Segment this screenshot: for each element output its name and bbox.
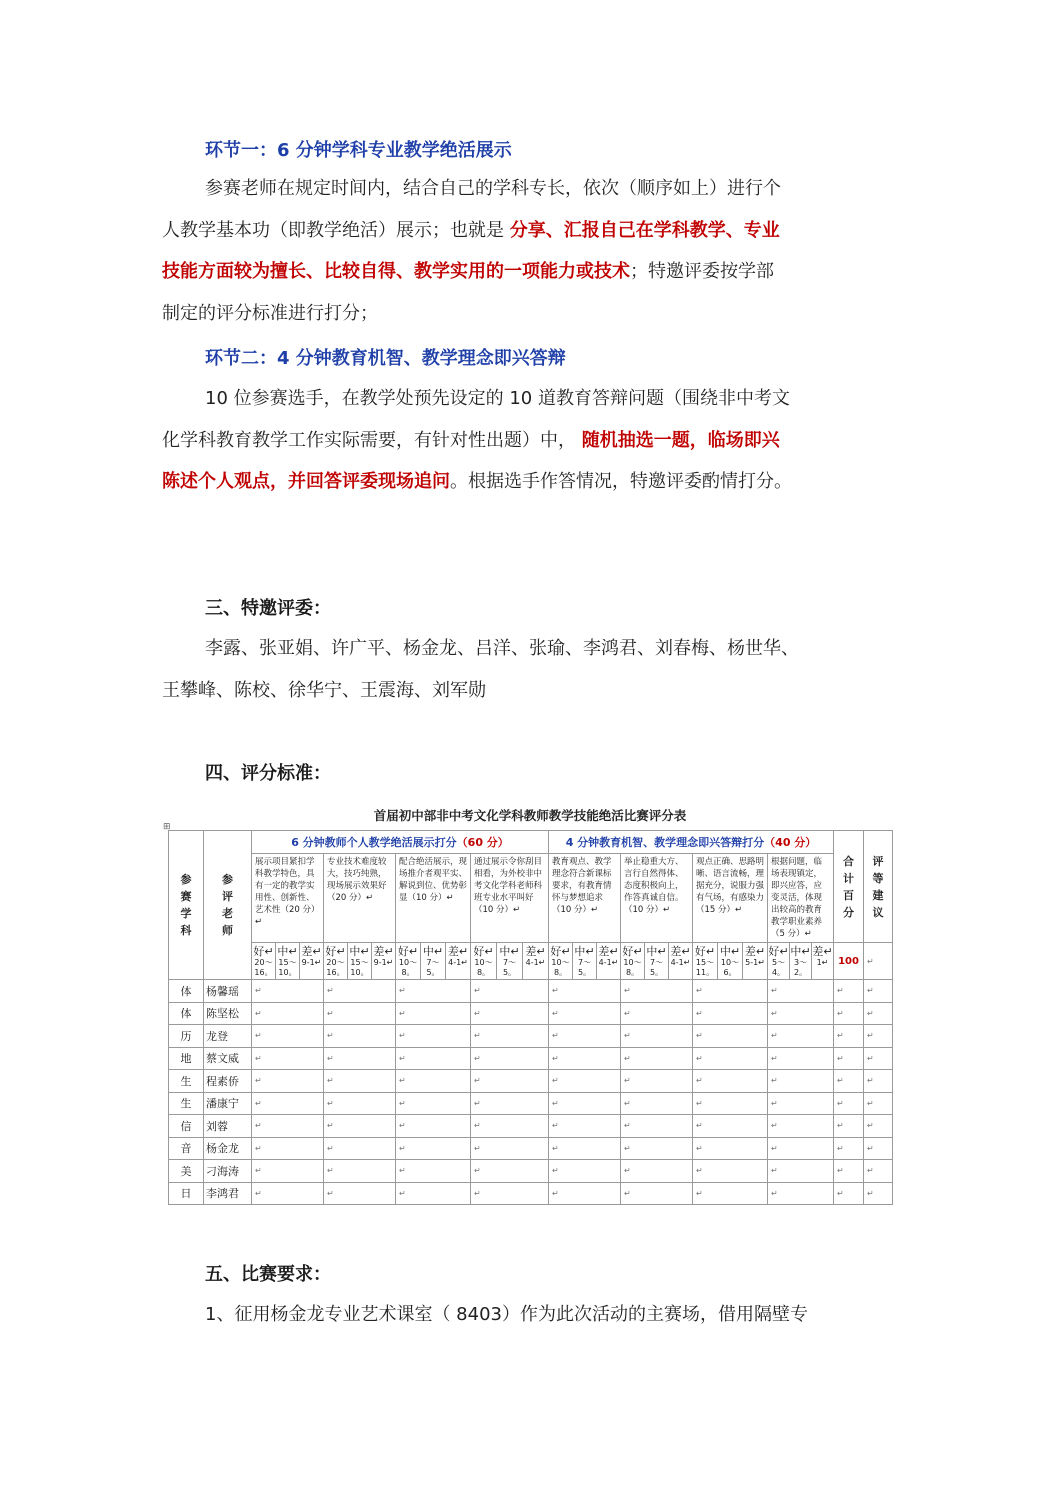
- score-cell[interactable]: ↵: [549, 1182, 621, 1205]
- score-cell[interactable]: ↵: [324, 1070, 396, 1093]
- score-cell[interactable]: ↵: [768, 1070, 834, 1093]
- score-cell[interactable]: ↵: [252, 1092, 324, 1115]
- level-cell: [768, 943, 790, 980]
- level-range: 15～10。: [278, 958, 297, 977]
- level-cell: [790, 943, 812, 980]
- total-cell[interactable]: ↵: [834, 1137, 864, 1160]
- level-cell: [348, 943, 372, 980]
- score-cell[interactable]: ↵: [768, 980, 834, 1003]
- table-row: [169, 980, 893, 1003]
- link2-highlight-1: 随机抽选一题，临场即兴: [581, 429, 780, 451]
- total-cell[interactable]: ↵: [834, 1002, 864, 1025]
- link2-highlight-2: 陈述个人观点，并回答评委现场追问: [162, 471, 450, 492]
- table-row: [169, 1137, 893, 1160]
- level-cell: [693, 943, 718, 980]
- row-teacher: 潘康宁: [204, 1092, 252, 1115]
- level-cell: [621, 943, 645, 980]
- score-cell[interactable]: ↵: [252, 1160, 324, 1183]
- link1-heading: 环节一：6 分钟学科专业教学绝活展示: [205, 140, 512, 161]
- row-teacher: 刘蓉: [204, 1115, 252, 1138]
- score-cell[interactable]: ↵: [396, 1137, 471, 1160]
- score-cell[interactable]: ↵: [471, 1160, 549, 1183]
- score-cell[interactable]: ↵: [549, 1070, 621, 1093]
- level-cell: [446, 943, 471, 980]
- header-teacher: 参评老师: [204, 831, 252, 980]
- level-range: 10～6。: [720, 958, 740, 977]
- score-cell[interactable]: ↵: [549, 1002, 621, 1025]
- score-cell[interactable]: ↵: [549, 980, 621, 1003]
- score-cell[interactable]: ↵: [396, 1070, 471, 1093]
- score-cell[interactable]: ↵: [252, 1002, 324, 1025]
- score-cell[interactable]: ↵: [621, 1182, 693, 1205]
- grade-cell[interactable]: ↵: [864, 980, 893, 1003]
- score-cell[interactable]: ↵: [693, 1025, 768, 1048]
- score-cell[interactable]: ↵: [768, 1092, 834, 1115]
- level-cell: [573, 943, 597, 980]
- link1-line-3: 技能方面较为擅长、比较自得、教学实用的一项能力或技术；特邀评委按学部: [162, 261, 774, 282]
- row-subject: 生: [169, 1092, 204, 1115]
- score-cell[interactable]: ↵: [693, 980, 768, 1003]
- score-cell[interactable]: ↵: [549, 1025, 621, 1048]
- level-cell: [471, 943, 497, 980]
- score-cell[interactable]: ↵: [471, 980, 549, 1003]
- grade-cell[interactable]: ↵: [864, 1092, 893, 1115]
- level-range: 15～10。: [350, 958, 369, 977]
- level-cell: [812, 943, 834, 980]
- score-cell[interactable]: ↵: [471, 1002, 549, 1025]
- score-table-image: [160, 800, 900, 1200]
- grade-cell[interactable]: ↵: [864, 1002, 893, 1025]
- level-cell: [645, 943, 669, 980]
- score-cell[interactable]: ↵: [693, 1047, 768, 1070]
- level-grade: 好↵: [550, 945, 571, 958]
- level-cell: [718, 943, 743, 980]
- level-range: 7～5。: [577, 958, 592, 977]
- section4-heading: 四、评分标准：: [205, 763, 331, 784]
- link2-paragraph: [162, 378, 892, 503]
- score-cell[interactable]: ↵: [324, 980, 396, 1003]
- score-cell[interactable]: ↵: [768, 1160, 834, 1183]
- score-cell[interactable]: ↵: [471, 1137, 549, 1160]
- score-cell[interactable]: ↵: [324, 1025, 396, 1048]
- table-row: [169, 1182, 893, 1205]
- score-cell[interactable]: ↵: [324, 1092, 396, 1115]
- score-cell[interactable]: ↵: [396, 1182, 471, 1205]
- score-cell[interactable]: ↵: [396, 1047, 471, 1070]
- score-cell[interactable]: ↵: [324, 1160, 396, 1183]
- level-grade: 好↵: [397, 945, 419, 958]
- level-grade: 差↵: [744, 945, 766, 958]
- score-cell[interactable]: ↵: [471, 1182, 549, 1205]
- score-cell[interactable]: ↵: [471, 1092, 549, 1115]
- table-row: [169, 1092, 893, 1115]
- score-table-title: 首届初中部非中考文化学科教师教学技能绝活比赛评分表: [373, 808, 687, 823]
- grade-cell[interactable]: ↵: [864, 1182, 893, 1205]
- criterion-4: 通过展示令你刮目相看，为外校非中考文化学科老师科班专业水平叫好（10 分）↵: [471, 854, 549, 943]
- level-range: 9-1↵: [373, 958, 394, 967]
- link2-line-1: 10 位参赛选手，在教学处预先设定的 10 道教育答辩问题（围绕非中考文: [205, 388, 790, 409]
- score-cell[interactable]: ↵: [693, 1160, 768, 1183]
- level-range: 7～5。: [649, 958, 664, 977]
- level-range: 4-1↵: [448, 958, 468, 967]
- level-cell: [252, 943, 276, 980]
- level-cell: [597, 943, 621, 980]
- level-grade: 中↵: [790, 945, 811, 958]
- link2-heading: 环节二：4 分钟教育机智、教学理念即兴答辩: [205, 348, 566, 369]
- table-row: [169, 1002, 893, 1025]
- row-subject: 信: [169, 1115, 204, 1138]
- row-subject: 生: [169, 1070, 204, 1093]
- criterion-7: 观点正确、思路明晰、语言流畅，理据充分，说服力强有气场，有感染力（15 分）↵: [693, 854, 768, 943]
- score-cell[interactable]: ↵: [471, 1047, 549, 1070]
- score-cell[interactable]: ↵: [396, 1092, 471, 1115]
- total-score-value: 100: [834, 943, 864, 980]
- score-cell[interactable]: ↵: [396, 1115, 471, 1138]
- row-teacher: 杨馨瑶: [204, 980, 252, 1003]
- criterion-8: 根据问题，临场表现镇定，即兴应答，应变灵活，体现出较高的教育教学职业素养（5 分）↵: [768, 854, 834, 943]
- judges-line-2: 王攀峰、陈校、徐华宁、王震海、刘军勋: [162, 679, 486, 701]
- total-cell[interactable]: ↵: [834, 1025, 864, 1048]
- grade-cell[interactable]: ↵: [864, 1115, 893, 1138]
- criterion-2: 专业技术难度较大，技巧纯熟，现场展示效果好（20 分）↵: [324, 854, 396, 943]
- score-table: [168, 830, 893, 1205]
- link1-line-4: 制定的评分标准进行打分；: [162, 302, 378, 324]
- score-cell[interactable]: ↵: [621, 1115, 693, 1138]
- score-cell[interactable]: ↵: [621, 1047, 693, 1070]
- score-cell[interactable]: ↵: [252, 1025, 324, 1048]
- score-cell[interactable]: ↵: [471, 1070, 549, 1093]
- row-subject: 体: [169, 1002, 204, 1025]
- score-cell[interactable]: ↵: [549, 1047, 621, 1070]
- level-cell: [743, 943, 768, 980]
- level-cell: [523, 943, 549, 980]
- level-range: 9-1↵: [301, 958, 322, 967]
- criterion-1: 展示项目紧扣学科教学特色，具有一定的教学实用性、创新性、艺术性（20 分）↵: [252, 854, 324, 943]
- row-subject: 美: [169, 1160, 204, 1183]
- score-cell[interactable]: ↵: [396, 1002, 471, 1025]
- score-cell[interactable]: ↵: [768, 1182, 834, 1205]
- total-cell[interactable]: ↵: [834, 1115, 864, 1138]
- score-cell[interactable]: ↵: [549, 1160, 621, 1183]
- level-cell: [421, 943, 446, 980]
- score-cell[interactable]: ↵: [324, 1047, 396, 1070]
- level-cell: [276, 943, 300, 980]
- score-cell[interactable]: ↵: [621, 1137, 693, 1160]
- level-grade: 中↵: [646, 945, 667, 958]
- grade-mark: ↵: [864, 943, 893, 980]
- grade-cell[interactable]: ↵: [864, 1047, 893, 1070]
- grade-cell[interactable]: ↵: [864, 1025, 893, 1048]
- level-grade: 中↵: [719, 945, 741, 958]
- level-grade: 差↵: [525, 945, 546, 958]
- score-cell[interactable]: ↵: [324, 1115, 396, 1138]
- score-cell[interactable]: ↵: [693, 1182, 768, 1205]
- criterion-5: 教育观点、教学理念符合新课标要求，有教育情怀与梦想追求（10 分）↵: [549, 854, 621, 943]
- score-cell[interactable]: ↵: [768, 1137, 834, 1160]
- table-row: [169, 1115, 893, 1138]
- level-cell: [372, 943, 396, 980]
- level-grade: 中↵: [277, 945, 298, 958]
- row-teacher: 龙登: [204, 1025, 252, 1048]
- level-grade: 好↵: [694, 945, 716, 958]
- score-cell[interactable]: ↵: [621, 1070, 693, 1093]
- score-cell[interactable]: ↵: [324, 1182, 396, 1205]
- score-cell[interactable]: ↵: [252, 1070, 324, 1093]
- score-cell[interactable]: ↵: [621, 1025, 693, 1048]
- score-cell[interactable]: ↵: [396, 980, 471, 1003]
- level-grade: 中↵: [574, 945, 595, 958]
- header-group-1: 6 分钟教师个人教学绝活展示打分（60 分）: [252, 831, 549, 854]
- level-range: 5-1↵: [745, 958, 765, 967]
- level-grade: 差↵: [301, 945, 322, 958]
- score-cell[interactable]: ↵: [252, 1115, 324, 1138]
- score-cell[interactable]: ↵: [768, 1115, 834, 1138]
- level-range: 20～16。: [254, 958, 273, 977]
- score-cell[interactable]: ↵: [549, 1115, 621, 1138]
- score-cell[interactable]: ↵: [471, 1115, 549, 1138]
- score-cell[interactable]: ↵: [252, 1137, 324, 1160]
- row-teacher: 陈坚松: [204, 1002, 252, 1025]
- criterion-6: 举止稳重大方、言行自然得体、态度积极向上，作答真诚自信。（10 分）↵: [621, 854, 693, 943]
- score-cell[interactable]: ↵: [396, 1025, 471, 1048]
- level-cell: [549, 943, 573, 980]
- row-subject: 地: [169, 1047, 204, 1070]
- grade-cell[interactable]: ↵: [864, 1137, 893, 1160]
- score-cell[interactable]: ↵: [768, 1002, 834, 1025]
- table-row: [169, 1025, 893, 1048]
- header-total: 合计百分: [834, 831, 864, 943]
- level-range: 1↵: [816, 958, 829, 967]
- level-grade: 好↵: [253, 945, 274, 958]
- level-grade: 差↵: [447, 945, 469, 958]
- total-cell[interactable]: ↵: [834, 1047, 864, 1070]
- row-teacher: 程素侨: [204, 1070, 252, 1093]
- level-cell: [396, 943, 421, 980]
- table-row: [169, 1070, 893, 1093]
- row-subject: 历: [169, 1025, 204, 1048]
- level-range: 20～16。: [326, 958, 345, 977]
- score-cell[interactable]: ↵: [252, 980, 324, 1003]
- total-cell[interactable]: ↵: [834, 1092, 864, 1115]
- criterion-3: 配合绝活展示，现场推介者观平实、解说到位、优势彰显（10 分）↵: [396, 854, 471, 943]
- score-cell[interactable]: ↵: [252, 1182, 324, 1205]
- requirement-line-1: 1、征用杨金龙专业艺术课室（ 8403）作为此次活动的主赛场，借用隔壁专: [205, 1304, 808, 1325]
- level-range: 10～8。: [623, 958, 642, 977]
- header-group-2: 4 分钟教育机智、教学理念即兴答辩打分（40 分）: [549, 831, 834, 854]
- level-grade: 好↵: [325, 945, 346, 958]
- score-cell[interactable]: ↵: [621, 1002, 693, 1025]
- level-grade: 好↵: [622, 945, 643, 958]
- grade-cell[interactable]: ↵: [864, 1070, 893, 1093]
- link1-paragraph: [162, 168, 892, 334]
- total-cell[interactable]: ↵: [834, 1070, 864, 1093]
- judges-paragraph: [162, 628, 892, 711]
- row-teacher: 杨金龙: [204, 1137, 252, 1160]
- row-teacher: 刁海涛: [204, 1160, 252, 1183]
- header-subject: 参赛学科: [169, 831, 204, 980]
- total-cell[interactable]: ↵: [834, 980, 864, 1003]
- score-cell[interactable]: ↵: [621, 1092, 693, 1115]
- header-grade: 评等建议: [864, 831, 893, 943]
- score-cell[interactable]: ↵: [252, 1047, 324, 1070]
- row-teacher: 李鸿君: [204, 1182, 252, 1205]
- score-cell[interactable]: ↵: [549, 1092, 621, 1115]
- row-subject: 音: [169, 1137, 204, 1160]
- score-cell[interactable]: ↵: [693, 1115, 768, 1138]
- table-anchor-icon[interactable]: ⊞: [163, 822, 171, 832]
- level-range: 5～4。: [771, 958, 786, 977]
- section5-heading: 五、比赛要求：: [205, 1264, 331, 1285]
- total-cell[interactable]: ↵: [834, 1160, 864, 1183]
- level-range: 7～5。: [426, 958, 440, 977]
- row-subject: 体: [169, 980, 204, 1003]
- link2-line-2: 化学科教育教学工作实际需要，有针对性出题）中， 随机抽选一题，临场即兴: [162, 429, 780, 451]
- link1-line-2: 人教学基本功（即教学绝活）展示；也就是 分享、汇报自己在学科教学、专业: [162, 219, 780, 241]
- score-cell[interactable]: ↵: [768, 1025, 834, 1048]
- level-grade: 差↵: [670, 945, 691, 958]
- level-grade: 中↵: [499, 945, 520, 958]
- score-cell[interactable]: ↵: [693, 1002, 768, 1025]
- link2-line-3: 陈述个人观点，并回答评委现场追问。根据选手作答情况，特邀评委酌情打分。: [162, 471, 792, 492]
- section3-heading: 三、特邀评委：: [205, 598, 331, 619]
- level-grade: 中↵: [349, 945, 370, 958]
- grade-cell[interactable]: ↵: [864, 1160, 893, 1183]
- link1-highlight-1: 分享、汇报自己在学科教学、专业: [509, 219, 780, 241]
- score-cell[interactable]: ↵: [693, 1137, 768, 1160]
- score-cell[interactable]: ↵: [621, 980, 693, 1003]
- table-row: [169, 1160, 893, 1183]
- level-grade: 差↵: [598, 945, 619, 958]
- score-cell[interactable]: ↵: [768, 1047, 834, 1070]
- level-range: 10～8。: [474, 958, 493, 977]
- total-cell[interactable]: ↵: [834, 1182, 864, 1205]
- score-cell[interactable]: ↵: [471, 1025, 549, 1048]
- link1-line-1: 参赛老师在规定时间内，结合自己的学科专长，依次（顺序如上）进行个: [205, 178, 781, 199]
- score-cell[interactable]: ↵: [549, 1137, 621, 1160]
- row-teacher: 蔡文威: [204, 1047, 252, 1070]
- score-cell[interactable]: ↵: [621, 1160, 693, 1183]
- score-cell[interactable]: ↵: [693, 1092, 768, 1115]
- level-grade: 好↵: [473, 945, 494, 958]
- level-cell: [300, 943, 324, 980]
- score-cell[interactable]: ↵: [396, 1160, 471, 1183]
- level-cell: [324, 943, 348, 980]
- level-range: 4-1↵: [525, 958, 546, 967]
- level-range: 10～8。: [551, 958, 570, 977]
- level-grade: 差↵: [812, 945, 833, 958]
- level-range: 15～11。: [695, 958, 715, 977]
- score-cell[interactable]: ↵: [324, 1002, 396, 1025]
- link1-highlight-2: 技能方面较为擅长、比较自得、教学实用的一项能力或技术: [162, 261, 630, 282]
- level-range: 4-1↵: [598, 958, 619, 967]
- level-range: 7～5。: [502, 958, 517, 977]
- level-cell: [669, 943, 693, 980]
- score-cell[interactable]: ↵: [693, 1070, 768, 1093]
- level-cell: [497, 943, 523, 980]
- row-subject: 日: [169, 1182, 204, 1205]
- level-grade: 好↵: [768, 945, 789, 958]
- score-cell[interactable]: ↵: [324, 1137, 396, 1160]
- level-range: 10～8。: [398, 958, 418, 977]
- level-range: 4-1↵: [670, 958, 691, 967]
- level-grade: 差↵: [373, 945, 394, 958]
- table-row: [169, 1047, 893, 1070]
- level-grade: 中↵: [422, 945, 444, 958]
- judges-line-1: 李露、张亚娟、许广平、杨金龙、吕洋、张瑜、李鸿君、刘春梅、杨世华、: [205, 638, 799, 659]
- requirements-paragraph: [162, 1294, 892, 1336]
- level-range: 3～2。: [793, 958, 808, 977]
